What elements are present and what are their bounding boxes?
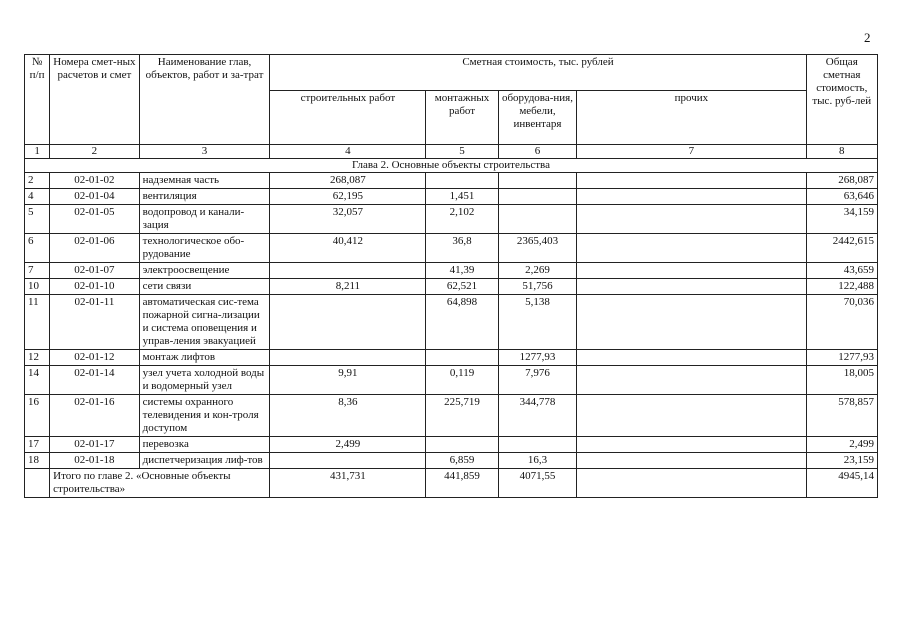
row-equipment: 344,778 — [498, 395, 576, 437]
row-other — [577, 279, 806, 295]
row-construction: 8,36 — [270, 395, 426, 437]
row-number: 4 — [25, 189, 50, 205]
row-other — [577, 205, 806, 234]
row-number: 16 — [25, 395, 50, 437]
table-row — [25, 366, 878, 395]
table-row — [25, 263, 878, 279]
row-code: 02-01-17 — [50, 437, 140, 453]
row-total: 34,159 — [806, 205, 877, 234]
row-construction: 8,211 — [270, 279, 426, 295]
row-installation: 1,451 — [426, 189, 498, 205]
summary-total: 4945,14 — [806, 469, 877, 498]
row-equipment: 5,138 — [498, 295, 576, 350]
summary-label: Итого по главе 2. «Основные объекты строительства» — [50, 469, 270, 498]
row-total: 1277,93 — [806, 350, 877, 366]
page-number: 2 — [864, 30, 871, 45]
header-other: прочих — [577, 91, 806, 145]
row-construction: 40,412 — [270, 234, 426, 263]
row-installation: 2,102 — [426, 205, 498, 234]
row-installation: 6,859 — [426, 453, 498, 469]
header-total-cost: Общая сметная стоимость, тыс. руб-лей — [806, 55, 877, 145]
table-row — [25, 295, 878, 350]
header-equipment: оборудова-ния, мебели, инвентаря — [498, 91, 576, 145]
row-construction — [270, 263, 426, 279]
row-number: 11 — [25, 295, 50, 350]
row-construction — [270, 350, 426, 366]
row-total: 122,488 — [806, 279, 877, 295]
row-installation: 0,119 — [426, 366, 498, 395]
row-name: вентиляция — [139, 189, 270, 205]
row-name: надземная часть — [139, 173, 270, 189]
row-equipment — [498, 189, 576, 205]
row-code: 02-01-07 — [50, 263, 140, 279]
summary-equipment: 4071,55 — [498, 469, 576, 498]
header-installation: монтажных работ — [426, 91, 498, 145]
row-number: 17 — [25, 437, 50, 453]
row-construction: 32,057 — [270, 205, 426, 234]
row-equipment: 7,976 — [498, 366, 576, 395]
table-row — [25, 279, 878, 295]
row-installation — [426, 173, 498, 189]
row-name: сети связи — [139, 279, 270, 295]
col-number: 5 — [426, 145, 498, 159]
row-equipment: 1277,93 — [498, 350, 576, 366]
header-cost-group: Сметная стоимость, тыс. рублей — [270, 55, 806, 91]
row-number: 2 — [25, 173, 50, 189]
row-code: 02-01-11 — [50, 295, 140, 350]
col-number: 1 — [25, 145, 50, 159]
row-installation: 64,898 — [426, 295, 498, 350]
row-construction: 9,91 — [270, 366, 426, 395]
header-estimate-codes: Номера смет-ных расчетов и смет — [50, 55, 140, 145]
table-row — [25, 189, 878, 205]
row-code: 02-01-05 — [50, 205, 140, 234]
col-number: 4 — [270, 145, 426, 159]
summary-row — [25, 469, 878, 498]
summary-other — [577, 469, 806, 498]
row-number: 6 — [25, 234, 50, 263]
col-number: 6 — [498, 145, 576, 159]
row-total: 70,036 — [806, 295, 877, 350]
row-equipment: 2,269 — [498, 263, 576, 279]
row-code: 02-01-10 — [50, 279, 140, 295]
row-total: 268,087 — [806, 173, 877, 189]
header-number: № п/п — [25, 55, 50, 145]
row-code: 02-01-02 — [50, 173, 140, 189]
table-row — [25, 350, 878, 366]
row-construction: 62,195 — [270, 189, 426, 205]
row-other — [577, 173, 806, 189]
row-other — [577, 366, 806, 395]
row-total: 18,005 — [806, 366, 877, 395]
header-construction: строительных работ — [270, 91, 426, 145]
row-code: 02-01-18 — [50, 453, 140, 469]
row-other — [577, 263, 806, 279]
row-other — [577, 189, 806, 205]
table-row — [25, 234, 878, 263]
row-installation: 36,8 — [426, 234, 498, 263]
row-name: монтаж лифтов — [139, 350, 270, 366]
col-number: 7 — [577, 145, 806, 159]
row-equipment — [498, 173, 576, 189]
summary-installation: 441,859 — [426, 469, 498, 498]
row-installation — [426, 437, 498, 453]
table-row — [25, 173, 878, 189]
row-equipment — [498, 205, 576, 234]
row-installation — [426, 350, 498, 366]
table-row — [25, 205, 878, 234]
row-construction — [270, 295, 426, 350]
row-name: электроосвещение — [139, 263, 270, 279]
estimate-table — [24, 54, 878, 498]
row-code: 02-01-04 — [50, 189, 140, 205]
row-total: 2442,615 — [806, 234, 877, 263]
col-number: 3 — [139, 145, 270, 159]
row-total: 43,659 — [806, 263, 877, 279]
row-construction — [270, 453, 426, 469]
row-code: 02-01-12 — [50, 350, 140, 366]
row-total: 578,857 — [806, 395, 877, 437]
row-equipment: 51,756 — [498, 279, 576, 295]
row-total: 2,499 — [806, 437, 877, 453]
table-row — [25, 437, 878, 453]
row-installation: 62,521 — [426, 279, 498, 295]
column-numbers-row — [25, 145, 878, 159]
header-item-name: Наименование глав, объектов, работ и за-трат — [139, 55, 270, 145]
row-other — [577, 350, 806, 366]
row-other — [577, 234, 806, 263]
row-name: технологическое обо-рудование — [139, 234, 270, 263]
row-name: перевозка — [139, 437, 270, 453]
row-installation: 41,39 — [426, 263, 498, 279]
row-name: диспетчеризация лиф-тов — [139, 453, 270, 469]
row-number: 14 — [25, 366, 50, 395]
row-installation: 225,719 — [426, 395, 498, 437]
col-number: 2 — [50, 145, 140, 159]
row-equipment — [498, 437, 576, 453]
col-number: 8 — [806, 145, 877, 159]
row-other — [577, 437, 806, 453]
row-total: 23,159 — [806, 453, 877, 469]
row-number: 12 — [25, 350, 50, 366]
row-number: 5 — [25, 205, 50, 234]
chapter-title: Глава 2. Основные объекты строительства — [25, 159, 878, 173]
row-other — [577, 395, 806, 437]
row-construction: 2,499 — [270, 437, 426, 453]
row-code: 02-01-16 — [50, 395, 140, 437]
row-construction: 268,087 — [270, 173, 426, 189]
table-row — [25, 395, 878, 437]
row-total: 63,646 — [806, 189, 877, 205]
row-name: системы охранного телевидения и кон-троля доступом — [139, 395, 270, 437]
summary-construction: 431,731 — [270, 469, 426, 498]
row-name: автоматическая сис-тема пожарной сигна-лизации и система оповещения и управ-ления эвакуацией — [139, 295, 270, 350]
row-equipment: 16,3 — [498, 453, 576, 469]
row-number: 18 — [25, 453, 50, 469]
row-number: 10 — [25, 279, 50, 295]
row-name: узел учета холодной воды и водомерный узел — [139, 366, 270, 395]
row-equipment: 2365,403 — [498, 234, 576, 263]
row-other — [577, 453, 806, 469]
row-number: 7 — [25, 263, 50, 279]
row-code: 02-01-06 — [50, 234, 140, 263]
row-code: 02-01-14 — [50, 366, 140, 395]
table-row — [25, 453, 878, 469]
row-name: водопровод и канали-зация — [139, 205, 270, 234]
row-other — [577, 295, 806, 350]
